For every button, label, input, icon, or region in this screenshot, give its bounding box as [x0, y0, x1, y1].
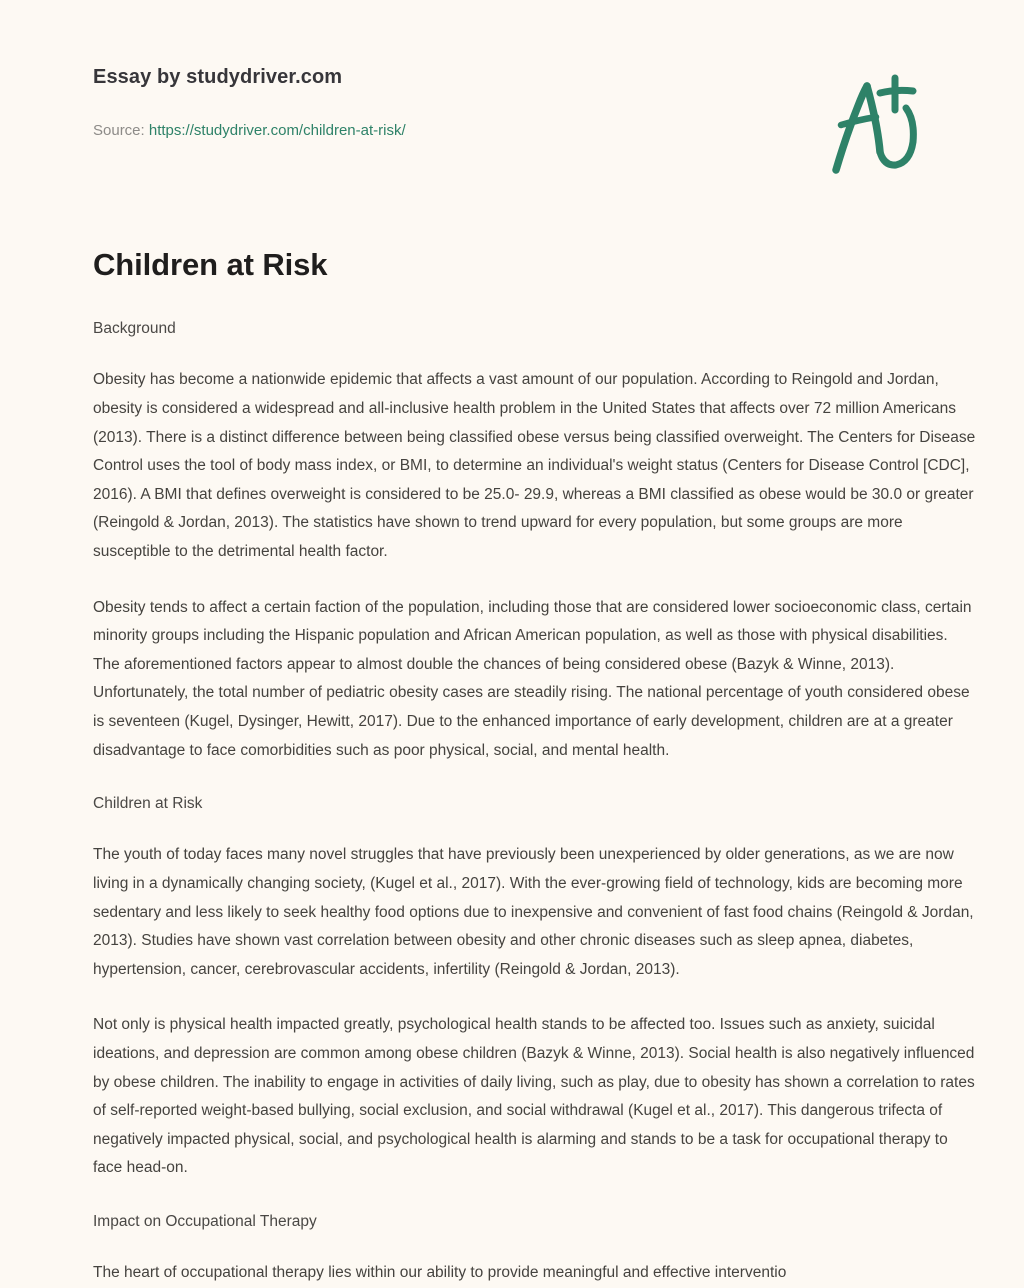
paragraph: The heart of occupational therapy lies within our ability to provide meaningful and effective interventio — [93, 1264, 787, 1282]
paragraph: Not only is physical health impacted greatly, psychological health stands to be affected too. Issues such as anxiety, suicidal ideations, and depression are common among obese children (Bazyk & Winne, 2013). Social health is also negatively influenced by obese children. The inability to engage in activities of daily living, such as play, due to obesity has shown a correlation to rates of self-reported weight-based bullying, social exclusion, and social withdrawal (Kugel et al., 2017). This dangerous trifecta of negatively impacted physical, social, and psychological health is alarming and stands to be a task for occupational therapy to face head-on. — [93, 1016, 975, 1177]
page-header — [0, 0, 1024, 200]
section-heading-background: Background — [93, 320, 176, 338]
section-heading-children-at-risk: Children at Risk — [93, 795, 203, 813]
paragraph: The youth of today faces many novel struggles that have previously been unexperienced by older generations, as we are now living in a dynamically changing society, (Kugel et al., 2017). With the ever-growing field of technology, kids are becoming more sedentary and less likely to seek healthy food options due to inexpensive and convenient of fast food chains (Reingold & Jordan, 2013). Studies have shown vast correlation between obesity and other chronic diseases such as sleep apnea, diabetes, hypertension, cancer, cerebrovascular accidents, infertility (Reingold & Jordan, 2013). — [93, 846, 974, 978]
source-label: Source: — [93, 122, 145, 139]
page-title: Children at Risk — [93, 247, 328, 282]
source-line — [93, 122, 406, 139]
section-heading-impact-on-occupational-therapy: Impact on Occupational Therapy — [93, 1212, 317, 1230]
paragraph: Obesity tends to affect a certain faction of the population, including those that are considered lower socioeconomic class, certain minority groups including the Hispanic population and African American population, as well as those with physical disabilities. The aforementioned factors appear to almost double the chances of being considered obese (Bazyk & Winne, 2013). Unfortunately, the total number of pediatric obesity cases are steadily rising. The national percentage of youth considered obese is seventeen (Kugel, Dysinger, Hewitt, 2017). Due to the enhanced importance of early development, children are at a greater disadvantage to face comorbidities such as poor physical, social, and mental health. — [93, 598, 972, 759]
a-plus-logo — [818, 62, 928, 182]
brand-title: Essay by studydriver.com — [93, 66, 343, 88]
a-plus-logo-icon — [818, 62, 928, 182]
source-url-link[interactable]: https://studydriver.com/children-at-risk/ — [148, 122, 406, 139]
document-content — [93, 246, 977, 1288]
paragraph: Obesity has become a nationwide epidemic that affects a vast amount of our population. According to Reingold and Jordan, obesity is considered a widespread and all-inclusive health problem in the United States that affects over 72 million Americans (2013). There is a distinct difference between being classified obese versus being classified overweight. The Centers for Disease Control uses the tool of body mass index, or BMI, to determine an individual's weight status (Centers for Disease Control [CDC], 2016). A BMI that defines overweight is considered to be 25.0- 29.9, whereas a BMI classified as obese would be 30.0 or greater (Reingold & Jordan, 2013). The statistics have shown to trend upward for every population, but some groups are more susceptible to the detrimental health factor. — [93, 371, 976, 560]
